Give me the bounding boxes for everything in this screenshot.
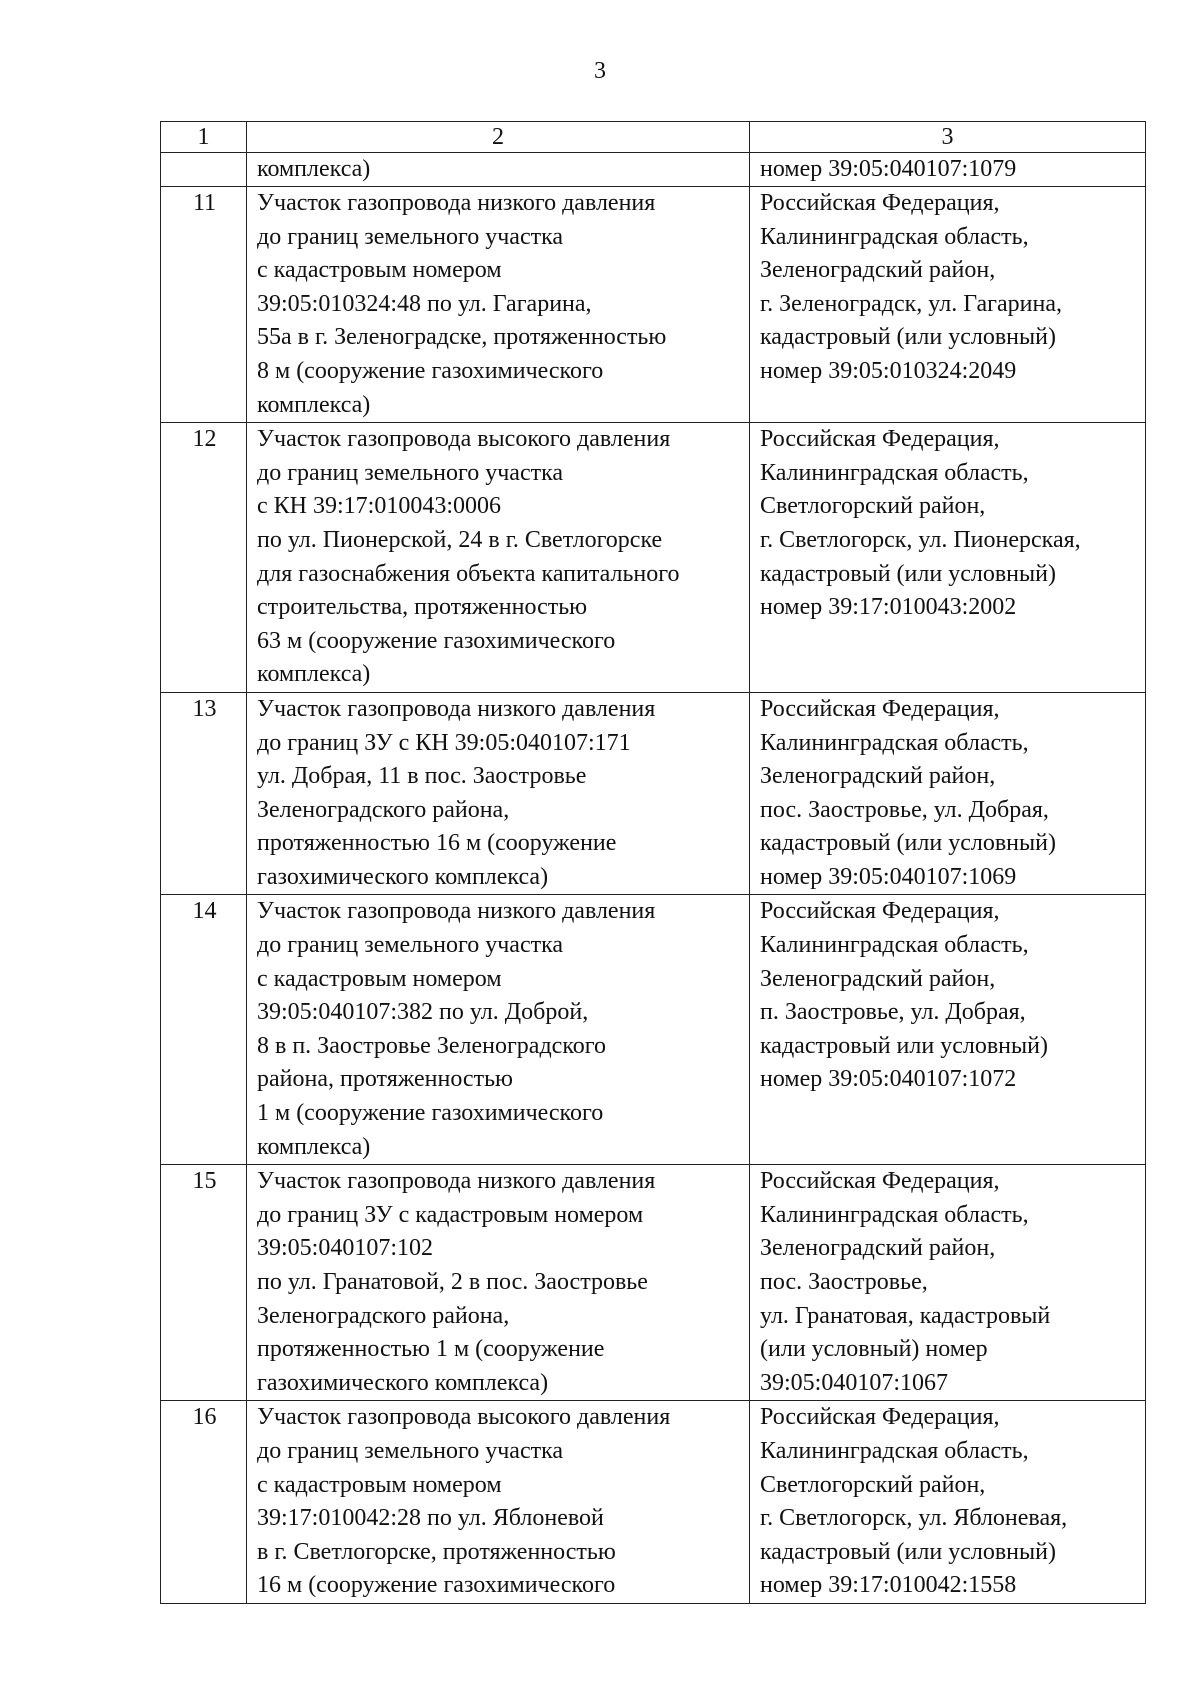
address-line: Калининградская область, — [760, 1437, 1029, 1464]
address-line: г. Зеленоградск, ул. Гагарина, — [760, 290, 1062, 317]
address-line: Калининградская область, — [760, 932, 1029, 959]
address-cell — [750, 1165, 1146, 1401]
description-line: комплекса) — [257, 391, 371, 418]
description-line: Участок газопровода низкого давления — [257, 190, 656, 216]
address-line: Российская Федерация, — [760, 190, 1000, 216]
address-line: кадастровый (или условный) — [760, 830, 1056, 857]
table-row — [161, 423, 1146, 693]
address-cell — [750, 895, 1146, 1165]
address-line: номер 39:05:040107:1069 — [760, 863, 1017, 890]
address-line: (или условный) номер — [760, 1336, 988, 1363]
address-line: Калининградская область, — [760, 729, 1029, 756]
table-header-row — [161, 122, 1146, 153]
description-line: района, протяженностью — [257, 1066, 513, 1093]
address-line: Светлогорский район, — [760, 1471, 986, 1498]
description-line: 39:05:010324:48 по ул. Гагарина, — [257, 290, 592, 317]
description-cell — [247, 895, 750, 1165]
description-line: для газоснабжения объекта капитального — [257, 560, 680, 587]
row-number-cell: 15 — [161, 1165, 247, 1401]
description-line: с кадастровым номером — [257, 257, 502, 284]
address-line: Российская Федерация, — [760, 1404, 1000, 1431]
address-line: ул. Гранатовая, кадастровый — [760, 1302, 1051, 1329]
address-line: номер 39:17:010042:1558 — [760, 1572, 1017, 1599]
address-line: пос. Заостровье, ул. Добрая, — [760, 796, 1049, 823]
description-line: Участок газопровода низкого давления — [257, 1168, 656, 1195]
address-line: номер 39:05:040107:1072 — [760, 1066, 1017, 1093]
address-line: Зеленоградский район, — [760, 1235, 996, 1262]
row-number-cell: 13 — [161, 692, 247, 895]
address-line: кадастровый или условный) — [760, 1032, 1048, 1059]
description-line: с кадастровым номером — [257, 1471, 502, 1498]
row-number-cell: 12 — [161, 423, 247, 693]
address-line: г. Светлогорск, ул. Пионерская, — [760, 526, 1081, 553]
address-line: п. Заостровье, ул. Добрая, — [760, 999, 1026, 1026]
description-cell — [247, 1401, 750, 1604]
description-line: Зеленоградского района, — [257, 796, 510, 823]
description-line: 55а в г. Зеленоградске, протяженностью — [257, 324, 667, 351]
description-line: до границ земельного участка — [257, 223, 564, 250]
address-line: Калининградская область, — [760, 223, 1029, 250]
description-line: в г. Светлогорске, протяженностью — [257, 1538, 616, 1565]
address-line: пос. Заостровье, — [760, 1269, 928, 1295]
continuation-row — [161, 153, 1146, 187]
address-line: Зеленоградский район, — [760, 257, 996, 284]
description-cell — [247, 1165, 750, 1401]
description-line: комплекса) — [257, 1133, 371, 1160]
address-cell — [750, 1401, 1146, 1604]
address-line: г. Светлогорск, ул. Яблоневая, — [760, 1505, 1068, 1532]
row-number-cell: 14 — [161, 895, 247, 1165]
description-line: по ул. Пионерской, 24 в г. Светлогорске — [257, 526, 663, 553]
address-line: Калининградская область, — [760, 1201, 1029, 1228]
column-header-2: 2 — [247, 122, 750, 153]
table-row — [161, 187, 1146, 423]
row-number-cell: 16 — [161, 1401, 247, 1604]
description-line: с КН 39:17:010043:0006 — [257, 493, 501, 520]
description-cell — [247, 692, 750, 895]
address-line: Зеленоградский район, — [760, 763, 996, 790]
address-line: Российская Федерация, — [760, 1168, 1000, 1195]
description-line: 8 м (сооружение газохимического — [257, 357, 604, 384]
description-line: 39:05:040107:382 по ул. Доброй, — [257, 999, 589, 1026]
page-number: 3 — [594, 58, 606, 84]
continuation-num-cell — [161, 153, 247, 187]
table-row — [161, 1401, 1146, 1604]
description-line: до границ земельного участка — [257, 932, 564, 959]
description-line: Участок газопровода высокого давления — [257, 1404, 671, 1431]
description-cell — [247, 423, 750, 693]
description-cell — [247, 187, 750, 423]
description-line: ул. Добрая, 11 в пос. Заостровье — [257, 763, 587, 790]
address-line: кадастровый (или условный) — [760, 324, 1056, 351]
description-line: протяженностью 16 м (сооружение — [257, 830, 617, 857]
description-line: протяженностью 1 м (сооружение — [257, 1336, 605, 1363]
property-table — [160, 121, 1146, 1604]
address-line: Российская Федерация, — [760, 695, 1000, 722]
description-line: 39:05:040107:102 — [257, 1235, 434, 1262]
address-line: Российская Федерация, — [760, 426, 1000, 453]
address-line: 39:05:040107:1067 — [760, 1369, 949, 1396]
description-line: Участок газопровода низкого давления — [257, 898, 656, 925]
table-row — [161, 895, 1146, 1165]
address-line: Светлогорский район, — [760, 493, 986, 520]
address-cell — [750, 187, 1146, 423]
description-line: комплекса) — [257, 661, 371, 688]
description-line: по ул. Гранатовой, 2 в пос. Заостровье — [257, 1269, 648, 1295]
description-line: 1 м (сооружение газохимического — [257, 1100, 604, 1127]
table-row — [161, 1165, 1146, 1401]
address-line: Калининградская область, — [760, 459, 1029, 486]
continuation-description-cell — [247, 153, 750, 187]
address-line: Зеленоградский район, — [760, 965, 996, 992]
description-line: комплекса) — [257, 156, 371, 182]
address-line: номер 39:05:040107:1079 — [760, 156, 1017, 182]
description-line: с кадастровым номером — [257, 965, 502, 992]
description-line: 63 м (сооружение газохимического — [257, 627, 616, 654]
table-row — [161, 692, 1146, 895]
description-line: до границ ЗУ с кадастровым номером — [257, 1201, 644, 1228]
address-line: кадастровый (или условный) — [760, 560, 1056, 587]
address-cell — [750, 692, 1146, 895]
description-line: строительства, протяженностью — [257, 594, 588, 621]
description-line: 16 м (сооружение газохимического — [257, 1572, 616, 1599]
column-header-3: 3 — [750, 122, 1146, 153]
column-header-1: 1 — [161, 122, 247, 153]
address-line: кадастровый (или условный) — [760, 1538, 1056, 1565]
description-line: газохимического комплекса) — [257, 863, 549, 890]
description-line: Участок газопровода низкого давления — [257, 695, 656, 722]
continuation-address-cell — [750, 153, 1146, 187]
description-line: Участок газопровода высокого давления — [257, 426, 671, 453]
description-line: 8 в п. Заостровье Зеленоградского — [257, 1032, 607, 1059]
description-line: газохимического комплекса) — [257, 1369, 549, 1396]
address-line: Российская Федерация, — [760, 898, 1000, 925]
description-line: до границ земельного участка — [257, 1437, 564, 1464]
row-number-cell: 11 — [161, 187, 247, 423]
description-line: до границ земельного участка — [257, 459, 564, 486]
description-line: 39:17:010042:28 по ул. Яблоневой — [257, 1505, 604, 1532]
address-line: номер 39:17:010043:2002 — [760, 594, 1017, 621]
description-line: Зеленоградского района, — [257, 1302, 510, 1329]
description-line: до границ ЗУ с КН 39:05:040107:171 — [257, 729, 631, 756]
address-line: номер 39:05:010324:2049 — [760, 357, 1017, 384]
address-cell — [750, 423, 1146, 693]
